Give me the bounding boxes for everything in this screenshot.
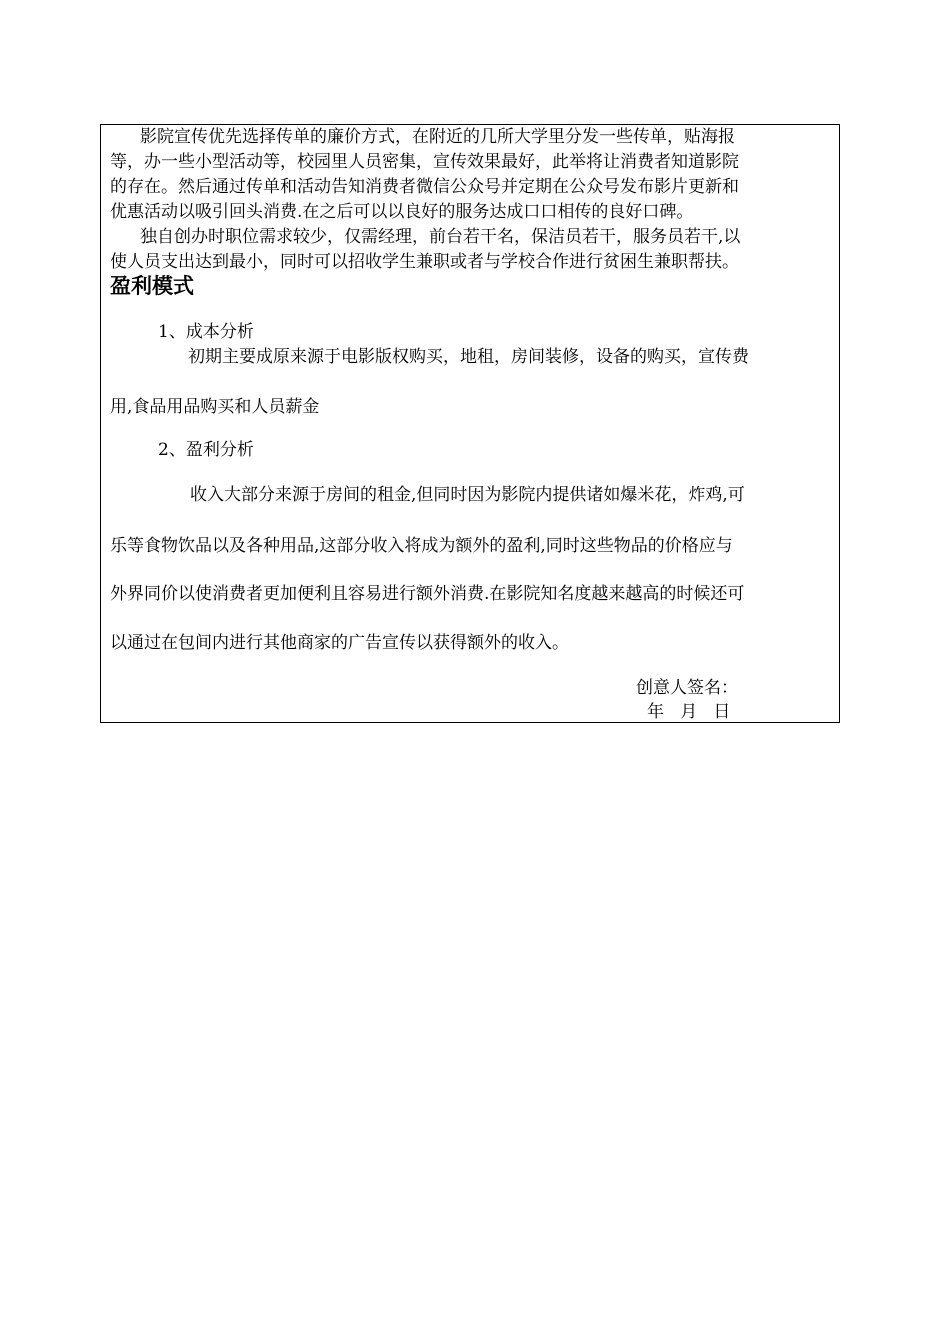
section-title: 盈利模式 [110,274,194,298]
profit-analysis-line-3: 外界同价以使消费者更加便利且容易进行额外消费.在影院知名度越来越高的时候还可 [110,584,745,604]
intro-line-2: 等，办一些小型活动等，校园里人员密集，宣传效果最好，此举将让消费者知道影院 [110,152,739,172]
intro-line-4: 优惠活动以吸引回头消费.在之后可以以良好的服务达成口口相传的良好口碑。 [110,202,694,222]
cost-analysis-line-2: 用,食品用品购买和人员薪金 [110,397,320,417]
cost-analysis-heading: 1、成本分析 [158,322,254,342]
profit-analysis-line-1: 收入大部分来源于房间的租金,但同时因为影院内提供诸如爆米花，炸鸡,可 [190,485,745,505]
profit-analysis-line-4: 以通过在包间内进行其他商家的广告宣传以获得额外的收入。 [110,633,569,653]
signature-label: 创意人签名： [636,678,738,698]
staffing-line-1: 独自创办时职位需求较少，仅需经理，前台若干名，保洁员若干，服务员若干,以 [140,227,741,247]
cost-analysis-line-1: 初期主要成原来源于电影版权购买，地租，房间装修，设备的购买，宣传费 [188,347,749,367]
profit-analysis-line-2: 乐等食物饮品以及各种用品,这部分收入将成为额外的盈利,同时这些物品的价格应与 [110,536,733,556]
signature-date: 年 月 日 [647,702,731,722]
profit-analysis-heading: 2、盈利分析 [158,440,254,460]
staffing-line-2: 使人员支出达到最小，同时可以招收学生兼职或者与学校合作进行贫困生兼职帮扶。 [110,252,739,272]
intro-line-3: 的存在。然后通过传单和活动告知消费者微信公众号并定期在公众号发布影片更新和 [110,177,739,197]
intro-line-1: 影院宣传优先选择传单的廉价方式，在附近的几所大学里分发一些传单，贴海报 [140,127,735,147]
